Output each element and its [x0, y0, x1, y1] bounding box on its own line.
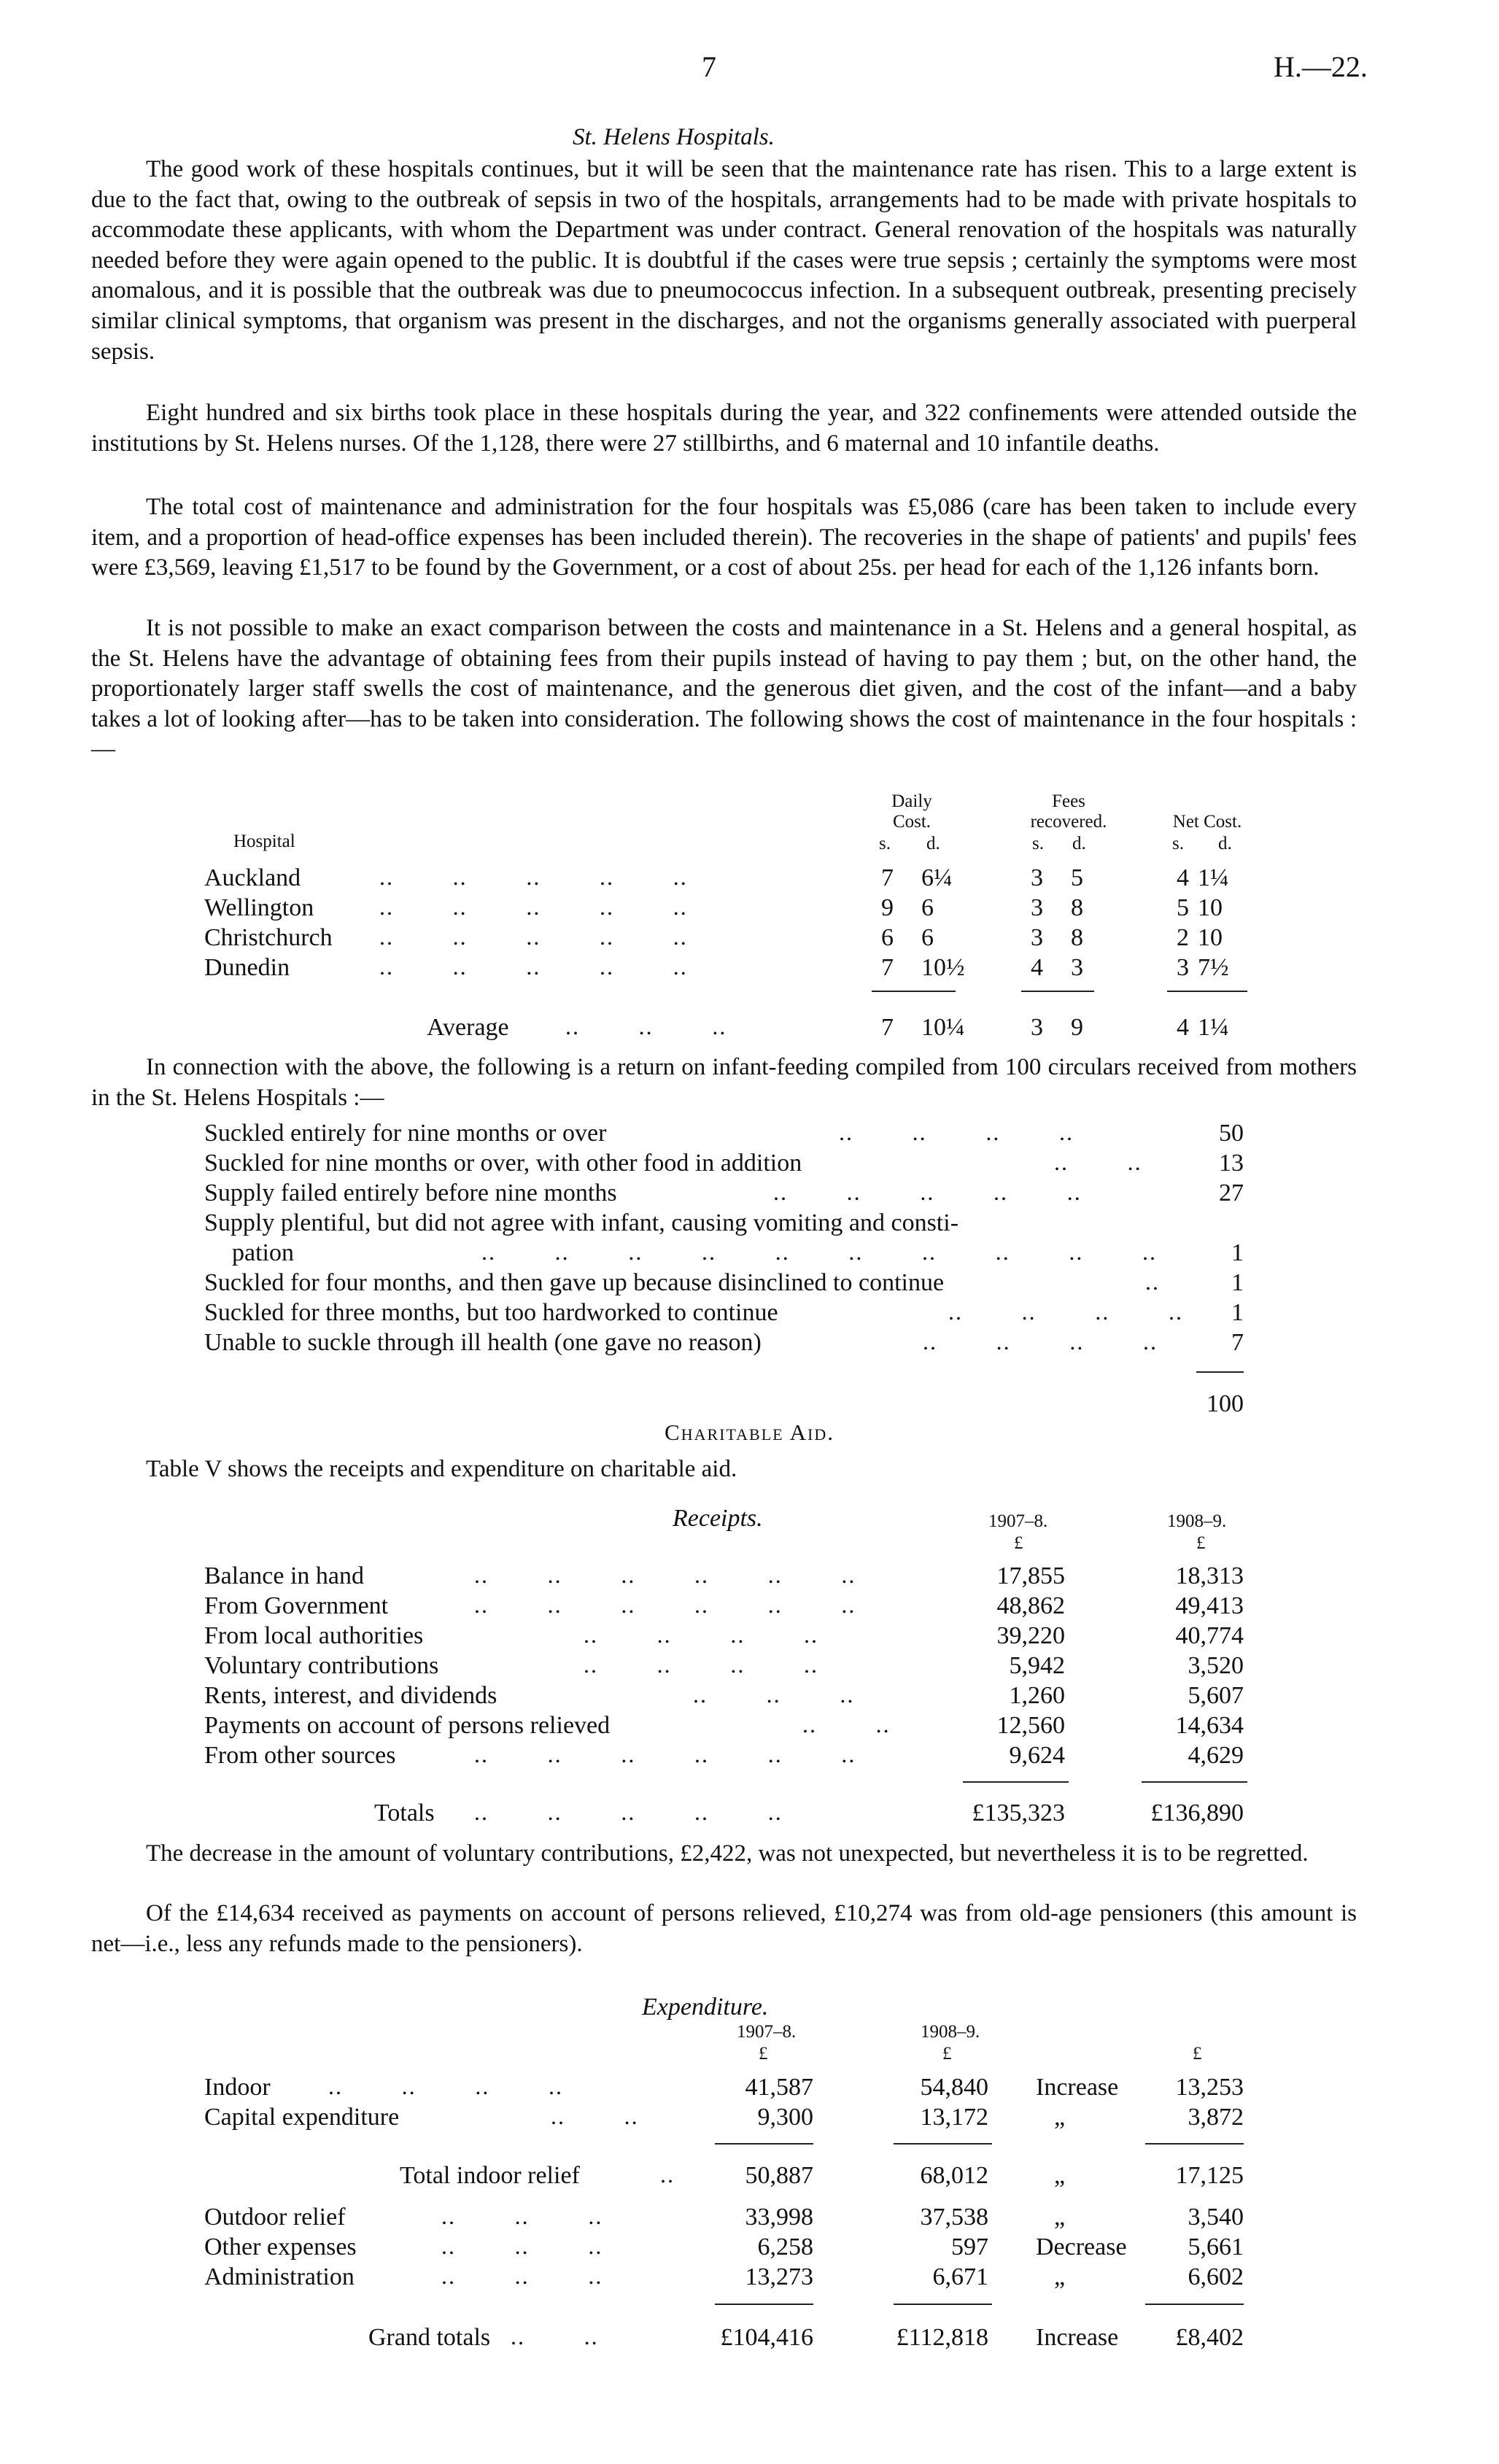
- dot-leader: .. .. .. .. ..: [474, 1799, 783, 1825]
- document-reference: H.—22.: [1274, 50, 1368, 83]
- header-net: Net Cost.: [1172, 812, 1242, 832]
- dot-leader: .. .. ..: [441, 2233, 603, 2259]
- paragraph-3: The total cost of maintenance and administration for the four hospitals was £5,086 (care has been taken to include every item, and a proportion of head-office expenses has been included therein). The recoveries in the shape of patients' and pupils' fees were £3,569, leaving £1,517 to be found by the Government, or a cost of about 25s. per head for each of the 1,126 infants born.: [91, 494, 1357, 581]
- hospital-name: Wellington: [204, 894, 314, 921]
- feeding-item-value: 1: [1231, 1269, 1244, 1296]
- feeding-total: 100: [1206, 1390, 1244, 1417]
- expenditure-value-1907: 13,273: [745, 2263, 813, 2290]
- net-s: 3: [1177, 954, 1189, 981]
- dot-leader: .. ..: [511, 2323, 599, 2349]
- dot-leader: .. .. .. .. ..: [379, 953, 688, 980]
- expenditure-diff: 6,602: [1188, 2263, 1244, 2290]
- dot-leader: .. .. .. ..: [948, 1298, 1184, 1325]
- rule-line: [1167, 991, 1247, 992]
- receipts-value-1907: 5,942: [1009, 1652, 1065, 1679]
- paragraph-pensioners: Of the £14,634 received as payments on account of persons relieved, £10,274 was from old-age pensioners (this amount is net—i.e., less any refunds made to the pensioners).: [91, 1900, 1357, 1957]
- receipts-row-label: From Government: [204, 1592, 389, 1619]
- receipts-value-1908: 40,774: [1175, 1622, 1244, 1649]
- expenditure-diff: 13,253: [1175, 2074, 1244, 2101]
- receipts-value-1908: 18,313: [1175, 1562, 1244, 1589]
- hospital-name: Christchurch: [204, 924, 333, 951]
- daily-d: 6: [921, 924, 934, 951]
- expenditure-value-1908: 13,172: [920, 2104, 988, 2131]
- hospital-name: Dunedin: [204, 954, 290, 981]
- receipts-year-1: 1907–8.: [988, 1511, 1048, 1531]
- receipts-title: Receipts.: [673, 1505, 763, 1532]
- dot-leader: .. .. .. .. ..: [379, 923, 688, 950]
- section-title-charitable-aid: Charitable Aid.: [665, 1419, 834, 1445]
- expenditure-diff: 3,872: [1188, 2104, 1244, 2131]
- hospital-name: Auckland: [204, 864, 301, 891]
- receipts-value-1908: 4,629: [1188, 1742, 1244, 1769]
- expenditure-change: Increase: [1036, 2074, 1119, 2101]
- rule-line: [1145, 2304, 1244, 2305]
- dot-leader: .. .. .. .. .. .. .. .. .. ..: [481, 1239, 1158, 1265]
- expenditure-year-2: 1908–9.: [921, 2022, 980, 2042]
- feeding-item-label: Supply plentiful, but did not agree with infant, causing vomiting and consti-: [204, 1209, 959, 1236]
- dot-leader: .. .. .. ..: [584, 1651, 819, 1678]
- expenditure-subtotal-change: „: [1054, 2162, 1066, 2189]
- feeding-item-label: Supply failed entirely before nine months: [204, 1179, 617, 1206]
- dot-leader: ..: [1145, 1268, 1160, 1295]
- feeding-item-value: 50: [1219, 1120, 1244, 1147]
- fees-d: 5: [1071, 864, 1083, 891]
- feeding-item-label: Unable to suckle through ill health (one gave no reason): [204, 1329, 762, 1356]
- receipts-total-1907: £135,323: [972, 1799, 1065, 1826]
- daily-s: 7: [881, 954, 894, 981]
- feeding-item-value: 1: [1231, 1239, 1244, 1266]
- daily-d: 6: [921, 894, 934, 921]
- expenditure-year-1: 1907–8.: [737, 2022, 797, 2042]
- header-fees-2: recovered.: [1030, 812, 1107, 832]
- expenditure-value-1908: 597: [951, 2234, 988, 2260]
- unit-s: s.: [1172, 834, 1184, 853]
- receipts-row-label: From local authorities: [204, 1622, 424, 1649]
- expenditure-diff: 5,661: [1188, 2234, 1244, 2260]
- receipts-year-2: 1908–9.: [1167, 1511, 1227, 1531]
- feeding-item-value: 1: [1231, 1299, 1244, 1326]
- expenditure-unit: £: [942, 2044, 952, 2064]
- rule-line: [894, 2304, 992, 2305]
- rule-line: [894, 2143, 992, 2145]
- net-d: 1¼: [1198, 864, 1229, 891]
- expenditure-row-label: Other expenses: [204, 2234, 357, 2260]
- dot-leader: .. .. ..: [565, 1013, 727, 1039]
- expenditure-grand-diff: £8,402: [1175, 2324, 1244, 2351]
- daily-d: 6¼: [921, 864, 953, 891]
- expenditure-diff: 3,540: [1188, 2204, 1244, 2231]
- unit-s: s.: [1032, 834, 1044, 853]
- net-s: 4: [1177, 864, 1189, 891]
- net-s: 5: [1177, 894, 1189, 921]
- dot-leader: .. ..: [802, 1711, 891, 1737]
- dot-leader: .. .. .. ..: [584, 1622, 819, 1648]
- dot-leader: .. .. .. ..: [328, 2073, 564, 2099]
- rule-line: [1196, 1371, 1244, 1373]
- dot-leader: .. .. ..: [441, 2203, 603, 2229]
- unit-d: d.: [926, 834, 940, 853]
- receipts-value-1908: 5,607: [1188, 1682, 1244, 1709]
- section-title-st-helens: St. Helens Hospitals.: [573, 124, 775, 150]
- fees-s: 3: [1031, 924, 1043, 951]
- expenditure-change: „: [1054, 2104, 1066, 2131]
- expenditure-row-label: Outdoor relief: [204, 2204, 346, 2231]
- rule-line: [872, 991, 956, 992]
- dot-leader: .. .. .. .. .. ..: [474, 1592, 856, 1618]
- expenditure-row-label: Capital expenditure: [204, 2104, 400, 2131]
- expenditure-title: Expenditure.: [642, 1994, 769, 2021]
- receipts-value-1907: 12,560: [996, 1712, 1065, 1739]
- average-net-s: 4: [1177, 1014, 1189, 1041]
- expenditure-subtotal-label: Total indoor relief: [400, 2162, 580, 2189]
- average-daily-d: 10¼: [921, 1014, 965, 1041]
- dot-leader: .. .. .. .. ..: [379, 894, 688, 920]
- receipts-unit: £: [1196, 1533, 1206, 1553]
- expenditure-value-1908: 6,671: [932, 2263, 988, 2290]
- expenditure-value-1907: 9,300: [757, 2104, 813, 2131]
- dot-leader: ..: [660, 2161, 675, 2188]
- expenditure-value-1907: 33,998: [745, 2204, 813, 2231]
- dot-leader: .. .. .. .. ..: [773, 1179, 1082, 1205]
- dot-leader: .. .. .. ..: [839, 1119, 1074, 1145]
- feeding-item-value: 27: [1219, 1179, 1244, 1206]
- receipts-value-1908: 49,413: [1175, 1592, 1244, 1619]
- dot-leader: .. .. .. ..: [923, 1328, 1158, 1355]
- rule-line: [1021, 991, 1094, 992]
- page-number: 7: [702, 50, 716, 83]
- daily-d: 10½: [921, 954, 965, 981]
- average-fees-s: 3: [1031, 1014, 1043, 1041]
- receipts-value-1907: 9,624: [1009, 1742, 1065, 1769]
- dot-leader: .. ..: [551, 2103, 639, 2129]
- dot-leader: .. .. ..: [441, 2263, 603, 2289]
- receipts-row-label: Voluntary contributions: [204, 1652, 439, 1679]
- average-fees-d: 9: [1071, 1014, 1083, 1041]
- dot-leader: .. .. .. .. ..: [379, 864, 688, 890]
- feeding-intro: In connection with the above, the following is a return on infant-feeding compiled from 100 circulars received from mothers in the St. Helens Hospitals :—: [91, 1054, 1357, 1111]
- receipts-value-1907: 17,855: [996, 1562, 1065, 1589]
- charitable-intro: Table V shows the receipts and expenditure on charitable aid.: [146, 1456, 737, 1482]
- net-d: 7½: [1198, 954, 1229, 981]
- feeding-item-label: Suckled entirely for nine months or over: [204, 1120, 607, 1147]
- rule-line: [1145, 2143, 1244, 2145]
- expenditure-grand-label: Grand totals: [368, 2324, 491, 2351]
- daily-s: 6: [881, 924, 894, 951]
- net-d: 10: [1198, 894, 1223, 921]
- dot-leader: .. .. .. .. .. ..: [474, 1562, 856, 1588]
- feeding-item-label-continued: pation: [232, 1239, 294, 1266]
- expenditure-value-1908: 54,840: [920, 2074, 988, 2101]
- header-daily-2: Cost.: [892, 812, 931, 832]
- rule-line: [963, 1781, 1069, 1783]
- expenditure-grand-1907: £104,416: [720, 2324, 813, 2351]
- dot-leader: .. ..: [1054, 1149, 1142, 1175]
- unit-d: d.: [1218, 834, 1232, 853]
- expenditure-change: „: [1054, 2204, 1066, 2231]
- receipts-value-1907: 39,220: [996, 1622, 1065, 1649]
- receipts-unit: £: [1014, 1533, 1023, 1553]
- expenditure-subtotal-1907: 50,887: [745, 2162, 813, 2189]
- receipts-totals-label: Totals: [374, 1799, 435, 1826]
- receipts-value-1908: 14,634: [1175, 1712, 1244, 1739]
- fees-s: 4: [1031, 954, 1043, 981]
- receipts-value-1907: 48,862: [996, 1592, 1065, 1619]
- expenditure-unit: £: [1193, 2044, 1202, 2064]
- fees-s: 3: [1031, 864, 1043, 891]
- header-fees-1: Fees: [1052, 791, 1085, 811]
- paragraph-1: The good work of these hospitals continues, but it will be seen that the maintenance rate has risen. This to a large extent is due to the fact that, owing to the outbreak of sepsis in two of the hospitals, arrangements had to be made with private hospitals to accommodate these applicants, with whom the Department was under contract. General renovation of the hospitals was naturally needed before they were again opened to the public. It is doubtful if the cases were true sepsis ; certainly the symptoms were most anomalous, and it is possible that the outbreak was due to pneumococcus infection. In a subsequent outbreak, presenting precisely similar clinical symptoms, that organism was present in the discharges, and not the organisms generally associated with puerperal sepsis.: [91, 156, 1357, 365]
- receipts-row-label: Balance in hand: [204, 1562, 365, 1589]
- feeding-item-value: 13: [1219, 1150, 1244, 1177]
- paragraph-voluntary: The decrease in the amount of voluntary contributions, £2,422, was not unexpected, but nevertheless it is to be regretted.: [146, 1840, 1309, 1867]
- receipts-row-label: From other sources: [204, 1742, 396, 1769]
- unit-d: d.: [1072, 834, 1086, 853]
- average-label: Average: [427, 1014, 509, 1041]
- net-d: 10: [1198, 924, 1223, 951]
- daily-s: 9: [881, 894, 894, 921]
- receipts-row-label: Rents, interest, and dividends: [204, 1682, 497, 1709]
- fees-s: 3: [1031, 894, 1043, 921]
- expenditure-change: Decrease: [1036, 2234, 1127, 2260]
- net-s: 2: [1177, 924, 1189, 951]
- receipts-value-1907: 1,260: [1009, 1682, 1065, 1709]
- paragraph-2: Eight hundred and six births took place in these hospitals during the year, and 322 confinements were attended outside the institutions by St. Helens nurses. Of the 1,128, there were 27 stillbirths, and 6 maternal and 10 infantile deaths.: [91, 400, 1357, 457]
- feeding-item-label: Suckled for nine months or over, with other food in addition: [204, 1150, 802, 1177]
- feeding-item-label: Suckled for three months, but too hardworked to continue: [204, 1299, 778, 1326]
- dot-leader: .. .. .. .. .. ..: [474, 1741, 856, 1767]
- feeding-item-value: 7: [1231, 1329, 1244, 1356]
- feeding-item-label: Suckled for four months, and then gave up because disinclined to continue: [204, 1269, 945, 1296]
- header-hospital: Hospital: [233, 832, 295, 851]
- expenditure-grand-change: Increase: [1036, 2324, 1119, 2351]
- daily-s: 7: [881, 864, 894, 891]
- receipts-row-label: Payments on account of persons relieved: [204, 1712, 611, 1739]
- fees-d: 8: [1071, 924, 1083, 951]
- expenditure-subtotal-diff: 17,125: [1175, 2162, 1244, 2189]
- average-net-d: 1¼: [1198, 1014, 1229, 1041]
- expenditure-grand-1908: £112,818: [896, 2324, 988, 2351]
- expenditure-value-1907: 41,587: [745, 2074, 813, 2101]
- paragraph-4: It is not possible to make an exact comparison between the costs and maintenance in a St. Helens and a general hospital, as the St. Helens have the advantage of obtaining fees from their pupils instead of having to pay them ; but, on the other hand, the proportionately larger staff swells the cost of maintenance, and the generous diet given, and the cost of the infant—and a baby takes a lot of looking after—has to be taken into consideration. The following shows the cost of maintenance in the four hospitals :—: [91, 615, 1357, 763]
- rule-line: [715, 2304, 813, 2305]
- unit-s: s.: [879, 834, 891, 853]
- header-daily-1: Daily: [891, 791, 932, 811]
- rule-line: [1142, 1781, 1247, 1783]
- expenditure-row-label: Administration: [204, 2263, 355, 2290]
- fees-d: 3: [1071, 954, 1083, 981]
- rule-line: [715, 2143, 813, 2145]
- expenditure-subtotal-1908: 68,012: [920, 2162, 988, 2189]
- receipts-total-1908: £136,890: [1150, 1799, 1244, 1826]
- receipts-value-1908: 3,520: [1188, 1652, 1244, 1679]
- expenditure-value-1908: 37,538: [920, 2204, 988, 2231]
- fees-d: 8: [1071, 894, 1083, 921]
- average-daily-s: 7: [881, 1014, 894, 1041]
- expenditure-change: „: [1054, 2263, 1066, 2290]
- expenditure-unit: £: [759, 2044, 768, 2064]
- expenditure-row-label: Indoor: [204, 2074, 271, 2101]
- expenditure-value-1907: 6,258: [757, 2234, 813, 2260]
- dot-leader: .. .. ..: [693, 1681, 855, 1708]
